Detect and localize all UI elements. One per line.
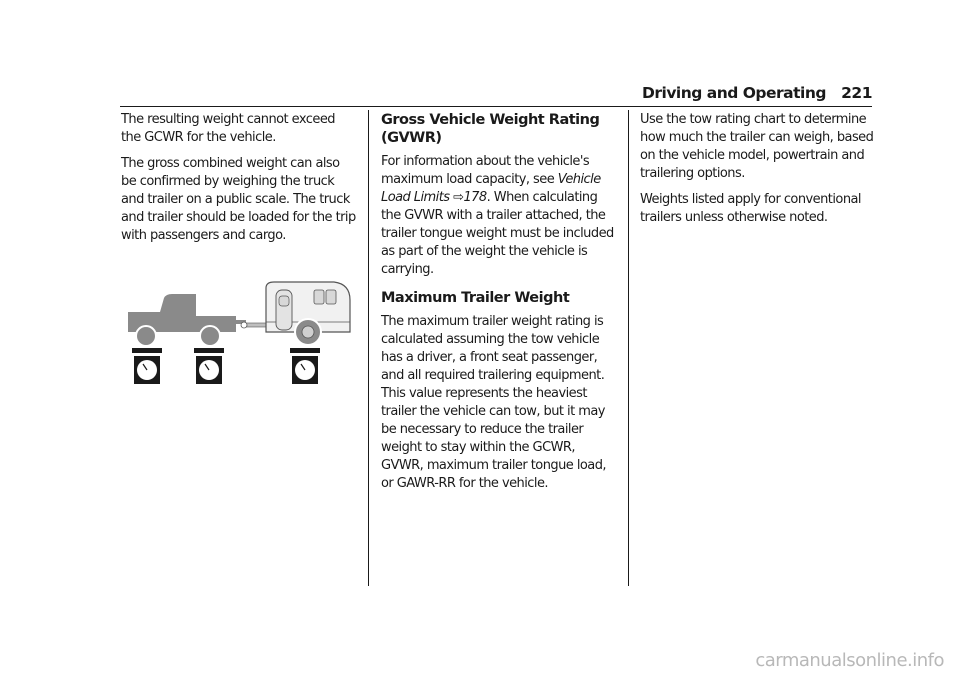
text-run: For information about the vehicle's maximum load capacity, see — [381, 154, 590, 187]
column-right — [640, 111, 876, 235]
scale-icon — [194, 348, 224, 384]
section-heading: Gross Vehicle Weight Rating (GVWR) — [381, 112, 600, 146]
arrow-right-icon: ⇨ — [453, 190, 464, 205]
text-run: . When calculating the GVWR with a trailer attached, the trailer tongue weight must be included as part of the weight the vehicle is carrying. — [381, 190, 614, 277]
hitch — [241, 322, 266, 328]
truck-trailer-scale-illustration — [124, 276, 352, 388]
scale-icon — [290, 348, 320, 384]
scale-icon — [132, 348, 162, 384]
paragraph: Use the tow rating chart to determine how much the trailer can weigh, based on the vehicle model, powertrain and trailering options. — [640, 112, 874, 181]
paragraph — [381, 153, 617, 279]
column-divider — [368, 110, 369, 586]
section-title: Driving and Operating — [642, 84, 826, 102]
paragraph: The gross combined weight can also be confirmed by weighing the truck and trailer on a public scale. The truck and trailer should be loaded for the trip with passengers and cargo. — [121, 156, 356, 243]
cross-reference-link[interactable]: Vehicle Load Limits — [381, 172, 601, 205]
page-number: 221 — [841, 84, 872, 102]
trailer-icon — [266, 282, 350, 345]
subsection-heading: Maximum Trailer Weight — [381, 290, 570, 306]
cross-reference-page[interactable]: 178 — [463, 190, 487, 205]
illustration-svg — [124, 276, 352, 388]
watermark: carmanualsonline.info — [755, 650, 944, 671]
column-middle — [381, 111, 617, 501]
paragraph: The resulting weight cannot exceed the GCWR for the vehicle. — [121, 112, 335, 145]
column-divider — [628, 110, 629, 586]
page-header — [120, 84, 872, 107]
paragraph: Weights listed apply for conventional trailers unless otherwise noted. — [640, 192, 861, 225]
paragraph: The maximum trailer weight rating is calculated assuming the tow vehicle has a driver, a front seat passenger, and all required trailering equipment. This value represents the heaviest trailer the vehicle can tow, but it may be necessary to reduce the trailer weight to stay within the GCWR, GVWR, maximum trailer tongue load, or GAWR-RR for the vehicle. — [381, 314, 606, 491]
truck-icon — [128, 294, 246, 346]
column-left — [121, 111, 357, 253]
